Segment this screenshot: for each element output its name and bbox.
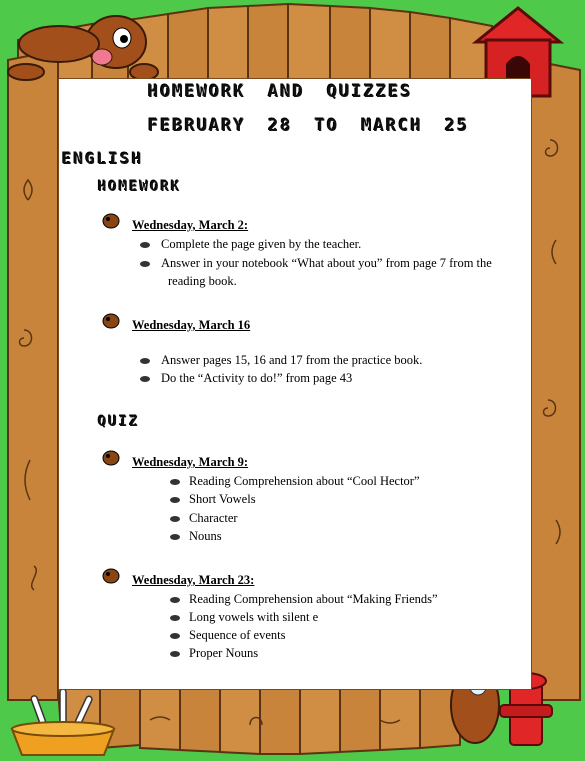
dog-bowl-with-bones-icon (8, 685, 118, 757)
list-item: Nouns (189, 529, 222, 543)
bowl-bullet-icon (140, 259, 150, 267)
bowl-bullet-icon (170, 631, 180, 639)
dog-peeking-icon (4, 2, 159, 82)
date-range-title: FEBRUARY 28 TO MARCH 25 (148, 116, 470, 136)
quiz-heading: QUIZ (98, 414, 140, 430)
list-item: Sequence of events (189, 628, 286, 642)
homework-day-label: Wednesday, March 16 (132, 318, 251, 332)
list-item: Answer in your notebook “What about you” from page 7 from the (161, 256, 492, 270)
quiz-day-label: Wednesday, March 23: (132, 573, 255, 587)
dog-bullet-icon (100, 565, 122, 585)
quiz-day-label: Wednesday, March 9: (132, 455, 249, 469)
list-item: Complete the page given by the teacher. (161, 237, 362, 251)
bowl-bullet-icon (170, 613, 180, 621)
bowl-bullet-icon (170, 595, 180, 603)
page-title: HOMEWORK AND QUIZZES (148, 82, 413, 102)
list-item: Reading Comprehension about “Making Friends” (189, 592, 438, 606)
list-item: Do the “Activity to do!” from page 43 (161, 371, 353, 385)
bowl-bullet-icon (170, 477, 180, 485)
list-item: Proper Nouns (189, 646, 259, 660)
bowl-bullet-icon (140, 240, 150, 248)
dog-bullet-icon (100, 210, 122, 230)
dog-bullet-icon (100, 447, 122, 467)
bowl-bullet-icon (170, 495, 180, 503)
bowl-bullet-icon (170, 514, 180, 522)
list-item: Long vowels with silent e (189, 610, 319, 624)
dog-bullet-icon (100, 310, 122, 330)
list-item-continued: reading book. (168, 274, 237, 288)
bowl-bullet-icon (170, 649, 180, 657)
homework-day-label: Wednesday, March 2: (132, 218, 249, 232)
bowl-bullet-icon (140, 356, 150, 364)
list-item: Answer pages 15, 16 and 17 from the practice book. (161, 353, 423, 367)
subject-heading: ENGLISH (62, 149, 144, 168)
homework-heading: HOMEWORK (98, 179, 182, 195)
bowl-bullet-icon (140, 374, 150, 382)
list-item: Short Vowels (189, 492, 256, 506)
list-item: Reading Comprehension about “Cool Hector” (189, 474, 420, 488)
bowl-bullet-icon (170, 532, 180, 540)
list-item: Character (189, 511, 238, 525)
